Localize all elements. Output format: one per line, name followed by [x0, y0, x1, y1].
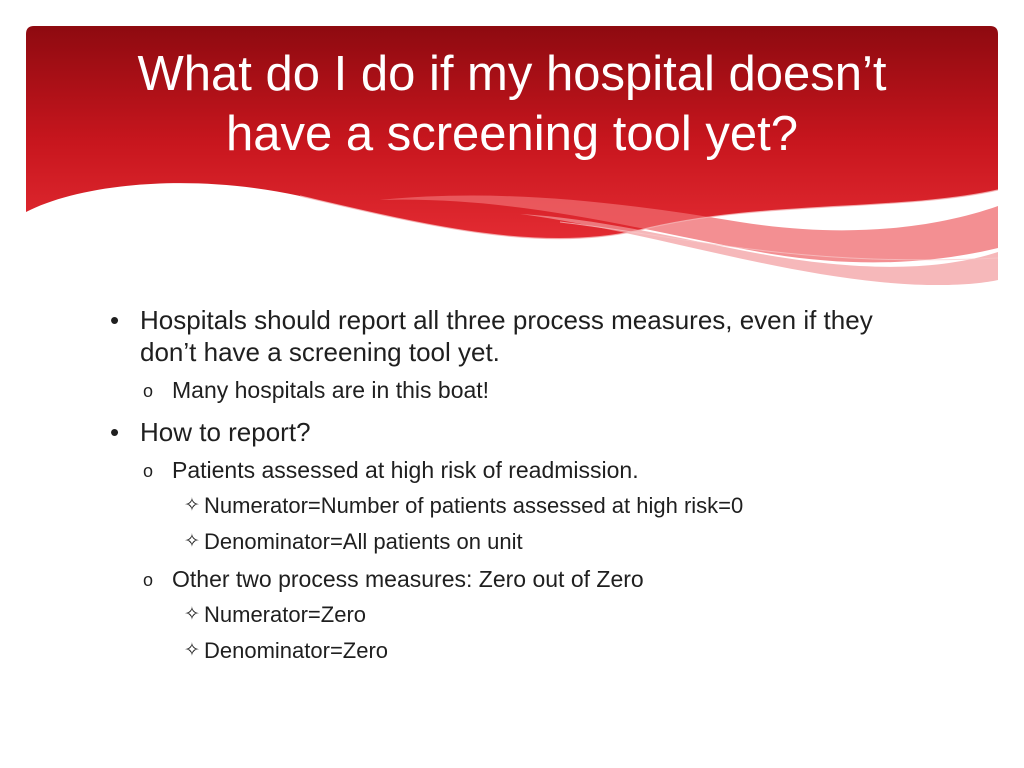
slide-title-line2: have a screening tool yet? [225, 107, 799, 161]
slide-title [40, 44, 984, 164]
sub-sub-bullet-item [184, 600, 908, 630]
star-icon: ✧ [184, 495, 200, 516]
sub-sub-bullet-text: Numerator=Zero [204, 602, 367, 627]
sub-bullet-item [143, 374, 908, 406]
sub-bullet-text: Other two process measures: Zero out of Zero [172, 566, 644, 592]
star-icon: ✧ [184, 604, 200, 625]
sub-sub-bullet-item [184, 636, 908, 666]
sub-bullet-item [143, 454, 908, 486]
star-icon: ✧ [184, 640, 200, 661]
bullet-item [108, 304, 908, 368]
bullet-text: Hospitals should report all three process measures, even if they don’t have a screening tool yet. [140, 305, 873, 367]
sub-bullet-item [143, 563, 908, 595]
slide-body [108, 304, 908, 672]
slide-title-line1: What do I do if my hospital doesn’t [137, 47, 887, 101]
star-icon: ✧ [184, 531, 200, 552]
sub-sub-bullet-item [184, 527, 908, 557]
sub-bullet-text: Patients assessed at high risk of readmission. [172, 457, 639, 483]
sub-sub-bullet-text: Denominator=Zero [204, 638, 389, 663]
circle-marker: o [143, 381, 154, 401]
circle-marker: o [143, 461, 154, 481]
sub-sub-bullet-text: Denominator=All patients on unit [204, 529, 523, 554]
bullet-item [108, 416, 908, 448]
bullet-marker: • [110, 417, 120, 447]
circle-marker: o [143, 570, 154, 590]
sub-sub-bullet-text: Numerator=Number of patients assessed at high risk=0 [204, 493, 744, 518]
sub-sub-bullet-item [184, 491, 908, 521]
bullet-marker: • [110, 305, 120, 335]
sub-bullet-text: Many hospitals are in this boat! [172, 377, 490, 403]
bullet-text: How to report? [140, 417, 311, 447]
